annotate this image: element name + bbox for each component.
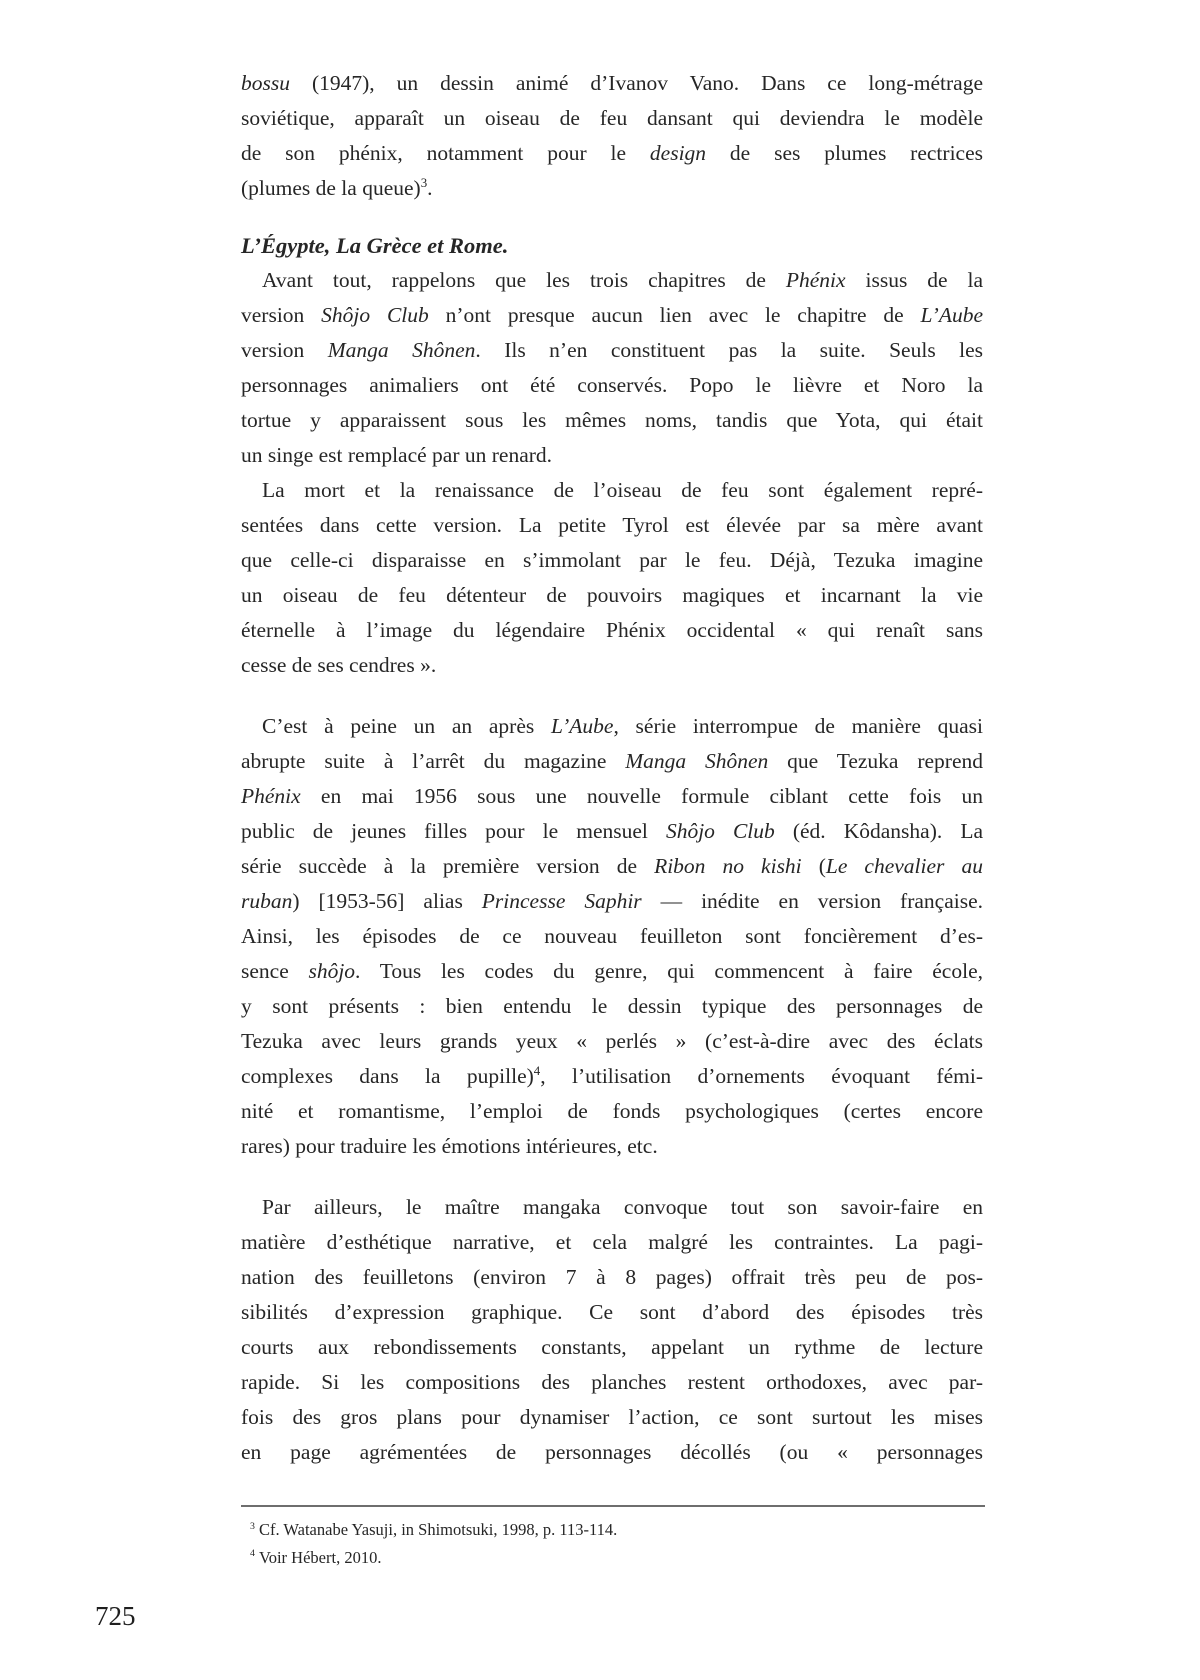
paragraph <box>241 263 983 473</box>
footnote: $^4$ Voir Hébert, 2010. <box>250 1547 382 1567</box>
text-line: C’est à peine un an après L’Aube, série interrompue de manière quasi <box>262 714 983 738</box>
text-line: rares) pour traduire les émotions intérieures, etc. <box>241 1134 658 1158</box>
section-heading <box>241 228 983 263</box>
footnote-number: 3 <box>250 1520 255 1532</box>
text-line: éternelle à l’image du légendaire Phénix occidental « qui renaît sans <box>241 618 983 642</box>
text-line: Ainsi, les épisodes de ce nouveau feuilleton sont foncièrement d’es- <box>241 924 983 948</box>
text-line: Phénix en mai 1956 sous une nouvelle formule ciblant cette fois un <box>241 784 983 808</box>
text-line: complexes dans la pupille)$^4$, l’utilisation d’ornements évoquant fémi- <box>241 1063 983 1088</box>
paragraph <box>241 709 983 1164</box>
text-line: nation des feuilletons (environ 7 à 8 pages) offrait très peu de pos- <box>241 1265 983 1289</box>
text-line: version Shôjo Club n’ont presque aucun lien avec le chapitre de L’Aube <box>241 303 983 327</box>
text-line: ruban) [1953-56] alias Princesse Saphir — inédite en version française. <box>241 889 983 913</box>
text-line: série succède à la première version de Ribon no kishi (Le chevalier au <box>241 854 983 878</box>
text-line: en page agrémentées de personnages décollés (ou « personnages <box>241 1440 983 1464</box>
text-line: cesse de ses cendres ». <box>241 653 437 677</box>
text-line: personnages animaliers ont été conservés. Popo le lièvre et Noro la <box>241 373 983 397</box>
text-line: de son phénix, notamment pour le design de ses plumes rectrices <box>241 141 983 165</box>
text-line: fois des gros plans pour dynamiser l’action, ce sont surtout les mises <box>241 1405 983 1429</box>
text-line: Par ailleurs, le maître mangaka convoque tout son savoir-faire en <box>262 1195 983 1219</box>
text-line: que celle-ci disparaisse en s’immolant par le feu. Déjà, Tezuka imagine <box>241 548 983 572</box>
text-line: courts aux rebondissements constants, appelant un rythme de lecture <box>241 1335 983 1359</box>
heading-line: L’Égypte, La Grèce et Rome. <box>241 233 509 258</box>
paragraph <box>241 1190 983 1470</box>
page-number: 725 <box>95 1601 136 1631</box>
text-line: sibilités d’expression graphique. Ce sont d’abord des épisodes très <box>241 1300 983 1324</box>
text-line: public de jeunes filles pour le mensuel Shôjo Club (éd. Kôdansha). La <box>241 819 983 843</box>
footnote-separator-rule <box>241 1505 985 1507</box>
text-line: abrupte suite à l’arrêt du magazine Manga Shônen que Tezuka reprend <box>241 749 983 773</box>
text-line: La mort et la renaissance de l’oiseau de feu sont également repré- <box>262 478 983 502</box>
text-line: version Manga Shônen. Ils n’en constituent pas la suite. Seuls les <box>241 338 984 362</box>
text-line: tortue y apparaissent sous les mêmes noms, tandis que Yota, qui était <box>241 408 983 432</box>
footnotes <box>241 1516 983 1571</box>
text-line: Avant tout, rappelons que les trois chapitres de Phénix issus de la <box>262 268 983 292</box>
text-line: Tezuka avec leurs grands yeux « perlés » (c’est-à-dire avec des éclats <box>241 1029 983 1053</box>
text-line: (plumes de la queue)$^3$. <box>241 175 433 200</box>
text-line: soviétique, apparaît un oiseau de feu dansant qui deviendra le modèle <box>241 106 983 130</box>
text-line: bossu (1947), un dessin animé d’Ivanov Vano. Dans ce long-métrage <box>241 71 983 95</box>
text-line: sence shôjo. Tous les codes du genre, qui commencent à faire école, <box>241 959 983 983</box>
paragraph <box>241 66 983 206</box>
text-line: sentées dans cette version. La petite Tyrol est élevée par sa mère avant <box>241 513 983 537</box>
text-line: y sont présents : bien entendu le dessin typique des personnages de <box>241 994 983 1018</box>
text-column <box>241 66 983 1470</box>
footnote-number: 4 <box>250 1548 255 1559</box>
text-line: un singe est remplacé par un renard. <box>241 443 553 467</box>
text-line: rapide. Si les compositions des planches restent orthodoxes, avec par- <box>241 1370 983 1394</box>
footnote: $^3$ Cf. Watanabe Yasuji, in Shimotsuki, 1998, p. 113-114. <box>250 1520 618 1539</box>
text-line: un oiseau de feu détenteur de pouvoirs magiques et incarnant la vie <box>241 583 983 607</box>
text-line: nité et romantisme, l’emploi de fonds psychologiques (certes encore <box>241 1099 983 1123</box>
text-line: matière d’esthétique narrative, et cela malgré les contraintes. La pagi- <box>241 1230 983 1254</box>
paragraph <box>241 473 983 683</box>
